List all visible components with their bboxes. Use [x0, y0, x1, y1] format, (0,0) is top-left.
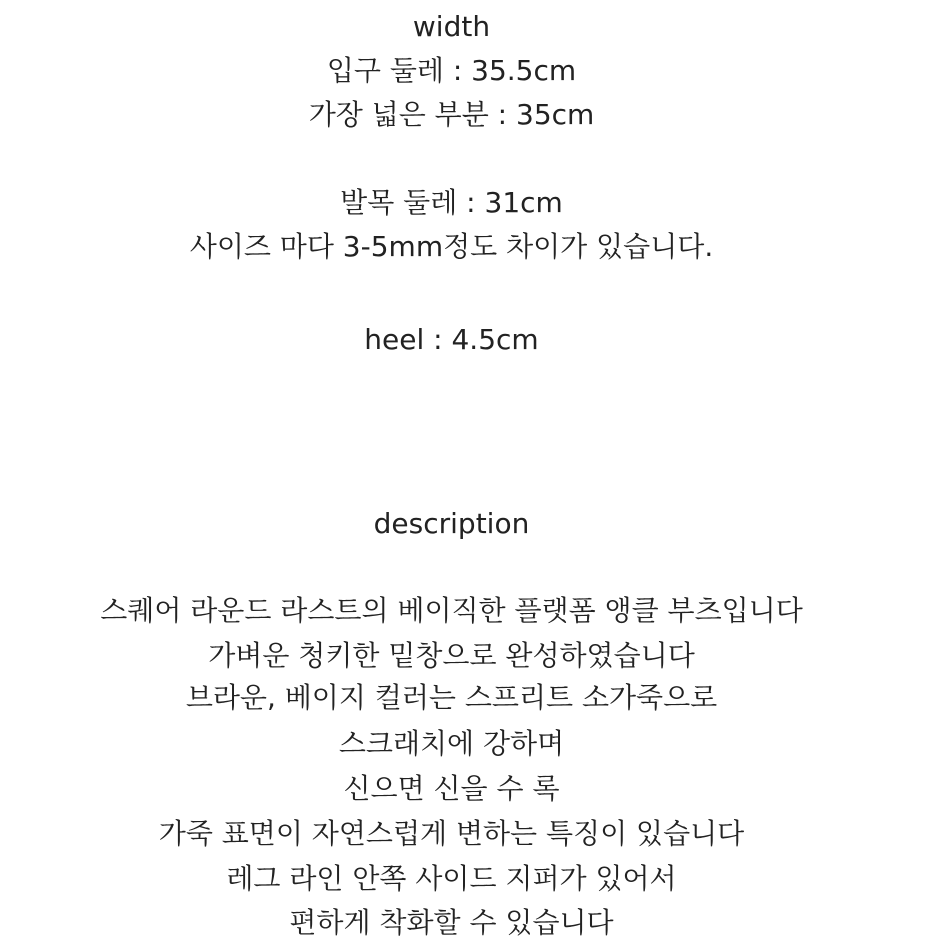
description-line: 편하게 착화할 수 있습니다	[289, 906, 614, 939]
description-line: 브라운, 베이지 컬러는 스프리트 소가죽으로	[185, 681, 718, 714]
description-heading: description	[373, 507, 530, 540]
size-note: 사이즈 마다 3-5mm정도 차이가 있습니다.	[189, 230, 714, 263]
description-line: 스퀘어 라운드 라스트의 베이직한 플랫폼 앵클 부츠입니다	[100, 594, 803, 627]
widest-part: 가장 넓은 부분 : 35cm	[308, 98, 595, 131]
description-line: 신으면 신을 수 록	[343, 772, 560, 805]
heel-height: heel : 4.5cm	[364, 323, 539, 356]
description-line: 가죽 표면이 자연스럽게 변하는 특징이 있습니다	[158, 817, 745, 850]
entrance-circumference: 입구 둘레 : 35.5cm	[326, 54, 577, 87]
description-line: 레그 라인 안쪽 사이드 지퍼가 있어서	[226, 862, 677, 895]
description-line: 스크래치에 강하며	[338, 727, 565, 760]
ankle-circumference: 발목 둘레 : 31cm	[340, 186, 563, 219]
width-heading: width	[412, 10, 491, 43]
description-line: 가벼운 청키한 밑창으로 완성하였습니다	[208, 639, 695, 672]
